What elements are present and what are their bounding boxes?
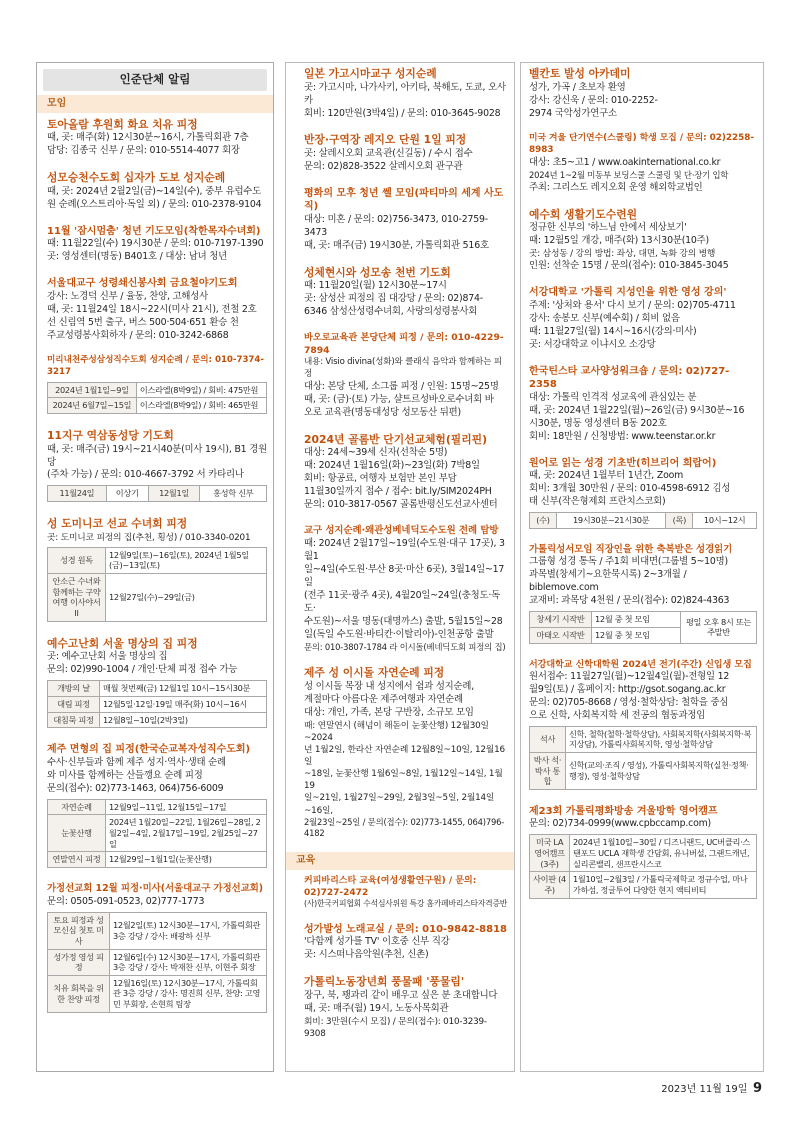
notice-title: 서울대교구 성령쇄신봉사회 금요철야기도회 [47,278,238,290]
notice-line: 문의(접수): 02)773-1463, 064)756-6009 [47,782,224,794]
table-cell: 이상기 [106,486,148,502]
notice-line: 2월23일~25일 / 문의(접수): 02)773-1455, 064)796-4182 [304,816,505,839]
table-cell: 2024년 1월20일~22일, 1월26일~28일, 2월2일~4일, 2월17일~19일, 2월25일~27일 [106,815,267,852]
notice-line: 곳: 가고시마, 나가사키, 아키타, 북해도, 도쿄, 오사카 [304,81,506,106]
notice-title: 11월 '잠시멈춤' 청년 기도모임(착한목자수녀회) [47,225,261,237]
notice-title: 성모승천수도회 십자가 도보 성지순례 [47,171,226,185]
notice-line: 와 미사를 함께하는 산들깽요 순례 피정 [47,769,203,781]
notice-title: 벨칸토 발성 아카데미 [529,67,631,80]
notice-line: (전주 11곳·광주 4곳), 4월20일~24일(충청도·독도· [304,589,500,614]
notice-title: 예수고난회 서울 명상의 집 피정 [47,636,198,650]
notice-line: 시30분, 명동 영성센터 B동 202호 [529,417,667,429]
notice-line: 강사: 노경덕 신부 / 율동, 찬양, 고해성사 [47,290,209,302]
notice-line: 수도원)~서울 명동(대명까스) 출발, 5월15일~28 [304,615,503,627]
table-cell: 11월24일 [48,486,107,502]
schedule-table [47,485,267,502]
notice-title: 성체현시와 성모송 천번 기도회 [304,265,451,279]
notice-line: 회비: 3만원(수시 모집) / 문의(접수): 010-3239-9308 [304,1016,487,1039]
notice-item [47,517,267,622]
schedule-table [47,912,267,1013]
notice-line: 때: 11월20일(월) 12시30분~17시 [304,280,447,292]
notice-line: 월9일(토) / 홈페이지: http://gsot.sogang.ac.kr [529,683,726,695]
notice-line: 대상: 미혼 / 문의: 02)756-3473, 010-2759-3473 [304,213,488,238]
notice-line: (주차 가능) / 문의: 010-4667-3792 서 카타리나 [47,469,244,481]
issue-date: 2023년 11월 19일 [661,1084,748,1095]
notice-item [47,429,267,502]
notice-line: 때, 곳: 매주(월) 19시, 노동사목회관 [304,1002,449,1014]
notice-line: 때, 곳: 2024년 1월부터 1년간, Zoom [529,470,684,482]
notice-item [47,883,267,1013]
notice-line: 곳: 삼성산 피정의 집 대강당 / 문의: 02)874- [304,293,483,305]
notice-line: 회비: 18만원 / 신청방법: www.teenstar.or.kr [529,430,716,442]
notice-item [47,743,267,868]
notice-line: 으로 신학, 사회복지학 세 전공의 협동과정임 [529,709,706,721]
table-cell: 신학(교의·조직 / 영성), 가톨릭사회복지학(실천·정책·행정), 영성·철학상담 [566,752,757,789]
page-number: 9 [752,1081,762,1096]
notice-item [529,286,757,351]
notice-line: 때, 곳: 매주(화) 12시30분~16시, 가톨릭회관 7층 [47,132,249,144]
notice-title: 성가발성 노래교실 / 문의: 010-9842-8818 [304,923,508,935]
table-cell: 사이판 (4주) [530,872,570,898]
table-cell: 2024년 6월7일~15일 [48,398,137,414]
table-cell: 12월 중 첫 모임 [592,627,681,643]
notice-title: 가정선교회 12월 피정·미사(서울대교구 가정선교회) [47,882,264,894]
notice-line: 그룹형 성경 통독 / 주1회 비대면(그룹별 5~10명) [529,556,728,568]
notice-item [304,133,508,174]
table-cell: 12월29일~1월1일(눈꽃산행) [106,852,267,868]
notice-line: 수사·신부들과 함께 제주 성지·역사·생태 순례 [47,756,226,768]
notice-item [47,171,267,212]
table-cell: 안소근 수녀와 함께하는 구약여행 이사야서 II [48,574,106,622]
notice-line: 곳: 예수고난회 서울 명상의 집 [47,651,168,663]
column-2 [285,62,515,1072]
notice-title: 한국틴스타 교사양성워크숍 / 문의: 02)727-2358 [529,365,730,391]
notice-line: 곳: 시스떠나음악원(추천, 신촌) [304,949,429,961]
schedule-table [529,834,757,898]
notice-line: 때, 곳: 2024년 2월2일(금)~14일(수), 중부 유럽수도 [47,185,262,197]
notice-title: 교구 성지순례·왜관성베네딕도수도원 전례 탐방 [304,525,499,537]
notice-item [529,659,757,790]
table-cell: 대림 피정 [48,696,100,712]
notice-item [47,225,267,264]
schedule-table [529,726,757,790]
notice-line: 일(독일 수도원·바티칸·이탈리아)-인천공항 출발 [304,628,494,640]
notice-title: 토아올람 후원회 화요 치유 피정 [47,117,198,131]
notice-line: 곳: 영성센터(명동) B401호 / 대상: 남녀 청년 [47,251,227,263]
notice-item [529,805,757,899]
notice-line: 문의: 02)828-3522 살레시오회 관구관 [304,161,463,172]
notice-title: 원어로 읽는 성경 기초반(히브리어 희랍어) [529,457,717,469]
notice-title: 예수회 생활기도수련원 [529,207,638,221]
notice-line: 장구, 북, 꽹과리 같이 배우고 싶은 분 초대합니다 [304,989,498,1001]
notice-item [304,875,508,910]
notice-title: 서강대학교 '가톨릭 지성인을 위한 영성 강의' [529,287,727,299]
notice-line: 주제: '상처와 용서' 다시 보기 / 문의: 02)705-4711 [529,299,736,311]
table-cell: 눈꽃산행 [48,815,106,852]
notice-title: 서강대학교 신학대학원 2024년 전기(주간) 신입생 모집 [529,659,752,670]
notice-line: 문의: 0505-091-0523, 02)777-1773 [47,895,205,907]
notice-line: 대상: 24세~39세 신자(선착순 5명) [304,447,448,459]
notice-line: 주교성령봉사회하자 / 문의: 010-3242-6868 [47,329,229,341]
notice-line: 곳: 살레시오회 교육관(신길동) / 수시 접수 [304,148,473,160]
category-band: 모임 [37,95,273,113]
notice-line: 때, 곳: 매주(금) 19시30분, 가톨릭회관 516호 [304,239,489,251]
table-cell: 대침묵 피정 [48,712,100,728]
notice-title: 가톨릭노동장년회 풍물패 '풍물림' [304,975,465,989]
notice-title: 커피바리스타 교육(여성생활연구원) / 문의: 02)727-2472 [304,875,477,898]
notice-title: 2024년 골롬반 단기선교체험(필리핀) [304,432,488,446]
table-cell: 창세기 시작반 [530,612,592,628]
table-cell: 평일 오후 8시 또는 주말반 [681,612,757,643]
notice-line: 2024년 1~2월 미동부 보딩스쿨 스쿨링 및 단·장기 입학 [529,170,729,181]
notice-title: 평화의 모후 청년 쎌 모임(파티마의 세계 사도직) [304,187,504,213]
table-cell: 자연순례 [48,799,106,815]
notice-line: 성가, 가곡 / 초보자 환영 [529,81,626,93]
schedule-table [47,382,267,414]
notice-line: 계절마다 아름다운 제주여행과 자연순례 [304,693,463,705]
schedule-table [47,547,267,622]
notice-line: 때, 곳: 11월24일 18시~22시(미사 21시), 전철 2호 [47,303,257,315]
notice-line: 2974 국악성가연구소 [529,107,617,119]
notice-item [529,365,757,444]
table-cell: 미국 LA영어캠프 (3주) [530,835,570,872]
notice-item [304,433,508,512]
notice-line: 성 이시돌 목장 내 성지에서 쉼과 성지순례, [304,680,475,692]
notice-line: 주최: 그리스도 레지오회 운영 해외학교법인 [529,181,703,193]
table-cell: 성경 원독 [48,547,106,573]
table-cell: 2024년 1월1일~9일 [48,382,137,398]
notice-line: 때: 11월27일(월) 14시~16시(강의·미사) [529,325,697,337]
table-cell: 성가정 영성 피정 [48,949,110,975]
notice-title: 가톨릭성서모임 직장인을 위한 축복받은 성경읽기 [529,543,733,555]
notice-line: 곳: 삼성동 / 강의 방법: 좌상, 대면, 녹화 강의 병행 [529,249,716,260]
table-cell: 박사 석·박사 통합 [530,752,566,789]
column-1 [36,62,274,1072]
notice-line: 문의: 010-3807-1784 라 이시돌(베네딕도회 피정의 집) [304,641,506,652]
notice-line: 때: 2024년 1월16일(화)~23일(화) 7박8일 [304,460,480,472]
notice-line: 곳: 도미니코 피정의 집(추천, 횡성) / 010-3340-0201 [47,532,251,543]
category-band: 교육 [286,852,514,870]
notice-line: 때, 곳: 매주(금) 19시~21시40분(미사 19시), B1 경원당 [47,443,267,468]
notice-line: 선 신림역 5번 출구, 버스 500·504·651 환승 천 [47,316,239,328]
table-cell: (수) [530,513,557,529]
notice-line: 대상: 초5~고1 / www.oakinternational.co.kr [529,157,721,169]
notice-line: 11월30일까지 접수 / 접수: bit.ly/SIM2024PH [304,486,492,498]
table-cell: 홍성학 신부 [200,486,267,502]
notice-item [304,975,508,1040]
notice-title: 제주 성 이시돌 자연순례 피정 [304,666,445,680]
notice-item [304,332,508,419]
notice-item [304,187,508,253]
notice-line: 강사: 송봉모 신부(예수회) / 회비 없음 [529,312,680,324]
table-cell: 12월16일(토) 12시30분~17시, 가톨릭회관 3층 강당 / 강사: 명진희 신부, 찬양: 고영민 부회장, 손현희 팀장 [110,975,267,1012]
notice-item [304,666,508,840]
notice-line: 때, 곳: (금)·(토) 가능, 샬트르성바오로수녀회 바 [304,393,494,405]
notice-title: 미국 겨울 단기연수(스쿨링) 학생 모집 / 문의: 02)2258-8983 [529,133,755,156]
schedule-table [529,611,757,643]
table-cell: 이스라엘(8박9일) / 회비: 475만원 [136,382,266,398]
notice-line: 문의: 02)990-1004 / 개인·단체 피정 접수 가능 [47,664,238,676]
table-cell: 매월 첫번째(금) 12월1일 10시~15시30분 [100,681,267,697]
section-header: 인준단체 알림 [43,69,267,91]
notice-line: 일~21일, 1월27일~29일, 2월3일~5일, 2월14일~16일, [304,793,495,816]
notice-item [304,525,508,653]
notice-line: 대상: 개인, 가족, 본당 구반장, 소규모 모임 [304,706,474,718]
notice-item [529,544,757,644]
notice-line: 때: 12월5일 개강, 매주(화) 13시30분(10주) [529,235,709,247]
notice-line: 오로 교육관(명동대성당 성모동산 뒤편) [304,406,461,418]
notice-title: 미리내천주성삼성직수도회 성지순례 / 문의: 010-7374-3217 [47,355,264,378]
notice-title: 제주 면형의 집 피정(한국순교복자성직수도회) [47,744,251,756]
notice-line: 6346 삼성산성령수녀회, 사랑의성령봉사회 [304,306,478,318]
table-cell: 12월27일(수)~29일(금) [106,574,267,622]
notice-title: 11지구 역삼동성당 기도회 [47,428,174,442]
table-cell: 12월6일(수) 12시30분~17시, 가톨릭회관 3층 강당 / 강사: 박재찬 신부, 이현주 회장 [110,949,267,975]
notice-line: 때: 2024년 2월17일~19일(수도원·대구 17곳), 3월1 [304,537,505,562]
notice-line: 강사: 강신욱 / 문의: 010-2252- [529,94,658,106]
notice-line: 태 신부(작은형제회 프란치스코회) [529,496,666,508]
table-cell: 12월 중 첫 모임 [592,612,681,628]
table-cell: 12월1일 [148,486,200,502]
notice-title: 성 도미니코 선교 수녀회 피정 [47,517,188,531]
notice-line: 때: 11월22일(수) 19시30분 / 문의: 010-7197-1390 [47,238,264,250]
notice-line: (사)한국커피협회 수석심사위원 특강 홈카페바리스타자격증반 [304,898,508,908]
column-3 [520,62,764,1072]
notice-line: 회비: 3개월 30만원 / 문의: 010-4598-6912 김성 [529,483,731,495]
notice-line: 정규한 신부의 '하느님 안에서 세상보기' [529,222,687,234]
schedule-table [47,680,267,728]
table-cell: 이스라엘(8박9일) / 회비: 465만원 [136,398,266,414]
notice-item [47,277,267,342]
table-cell: 12월5일·12일·19일 매주(화) 10시~16시 [100,696,267,712]
notice-line: 원서접수: 11월27일(월)~12월4일(월)-전형일 12 [529,670,730,682]
notice-line: 교재비: 과목당 4천원 / 문의(접수): 02)824-4363 [529,595,730,607]
table-cell: (목) [666,513,693,529]
notice-line: 대상: 본당 단체, 소그룹 피정 / 인원: 15명~25명 [304,380,499,392]
notice-item [47,118,267,159]
notice-line: 인원: 선착순 15명 / 문의(접수): 010-3845-3045 [529,260,729,272]
table-cell: 마태오 시작반 [530,627,592,643]
table-cell: 10시~12시 [693,513,757,529]
notice-line: 곳: 서강대학교 이냐시오 소강당 [529,338,656,350]
notice-item [529,133,757,194]
table-cell: 12월8일~10일(2박3일) [100,712,267,728]
table-cell: 토요 피정과 성모신심 첫토 미사 [48,912,110,949]
notice-line: 년 1월2일, 한라산 자연순례 12월8일~10일, 12월16일 [304,744,505,768]
notice-title: 제23회 가톨릭평화방송 겨울방학 영어캠프 [529,805,718,817]
notice-title: 반장·구역장 레지오 단원 1일 피정 [304,133,467,147]
notice-item [304,67,508,120]
table-cell: 12월9일(토)~16일(토), 2024년 1월5일(금)~13일(토) [106,547,267,573]
notice-line: 일~4일(수도원·부산 8곳·마산 6곳), 3월14일~17일 [304,563,505,588]
notice-title: 바오로교육관 본당단체 피정 / 문의: 010-4229-7894 [304,332,504,356]
notice-line: '다함께 성가를 TV' 이호중 신부 직강 [304,936,450,948]
notice-line: 때: 연말연시 (해넘이 해돋이 눈꽃산행) 12월30일~2024 [304,720,489,743]
notice-item [529,67,757,120]
table-cell: 신학, 철학(철학·철학상담), 사회복지학(사회복지학·복지상담), 가톨릭사회복지학, 영성·철학상담 [566,726,757,752]
notice-line: ~18일, 눈꽃산행 1월6일~8일, 1월12일~14일, 1월19 [304,769,503,792]
notice-line: 회비: 120만원(3박4일) / 문의: 010-3645-9028 [304,107,501,119]
notice-item [529,457,757,529]
notice-line: 회비: 항공료, 여행자 보험만 본인 부담 [304,473,457,485]
schedule-table [47,799,267,868]
notice-line: 담당: 김종국 신부 / 문의: 010-5514-4077 회장 [47,145,240,157]
page-footer [659,1080,762,1098]
notice-item [304,923,508,962]
notice-line: 내용: Visio divina(성화)와 클래식 음악과 함께하는 피정 [304,357,502,380]
notice-item [47,637,267,728]
notice-line: 때, 곳: 2024년 1월22일(월)~26일(금) 9시30분~16 [529,404,745,416]
notice-line: 과목별(창세기~요한묵시록) 2~3개월 / biblemove.com [529,569,687,594]
table-cell: 19시30분~21시30분 [556,513,666,529]
table-cell: 연말연시 피정 [48,852,106,868]
table-cell: 석사 [530,726,566,752]
notice-line: 문의: 010-3817-0567 골롬반평신도선교사센터 [304,499,498,511]
notice-item [47,355,267,414]
notice-line: 문의: 02)705-8668 / 영성·철학상담: 철학을 중심 [529,696,729,708]
notice-line: 대상: 가톨릭 인격적 성교육에 관심있는 분 [529,391,697,403]
notice-item [304,266,508,319]
table-cell: 1월10일~2월3일 / 가톨릭국제학교 정규수업, 마나가하섬, 정글투어 다양한 현지 액티비티 [570,872,757,898]
notice-line: 문의: 02)734-0999(www.cpbccamp.com) [529,818,712,830]
table-cell: 2024년 1월10일~30일 / 디즈니랜드, UC버클리·스탠포드 UCLA 재학생 간담회, 유니버설, 그랜드캐년, 실리콘밸리, 샌프란시스코 [570,835,757,872]
notice-item [529,208,757,274]
notice-line: 원 순례(오스트리아·독일 외) / 문의: 010-2378-9104 [47,198,262,210]
table-cell: 12월9일~11일, 12월15일~17일 [106,799,267,815]
table-cell: 치유 회복을 위한 찬양 피정 [48,975,110,1012]
schedule-table [529,512,757,529]
notice-title: 일본 가고시마교구 성지순례 [304,67,437,80]
table-cell: 개방의 날 [48,681,100,697]
table-cell: 12월2일(토) 12시30분~17시, 가톨릭회관 3층 강당 / 강사: 배광하 신부 [110,912,267,949]
